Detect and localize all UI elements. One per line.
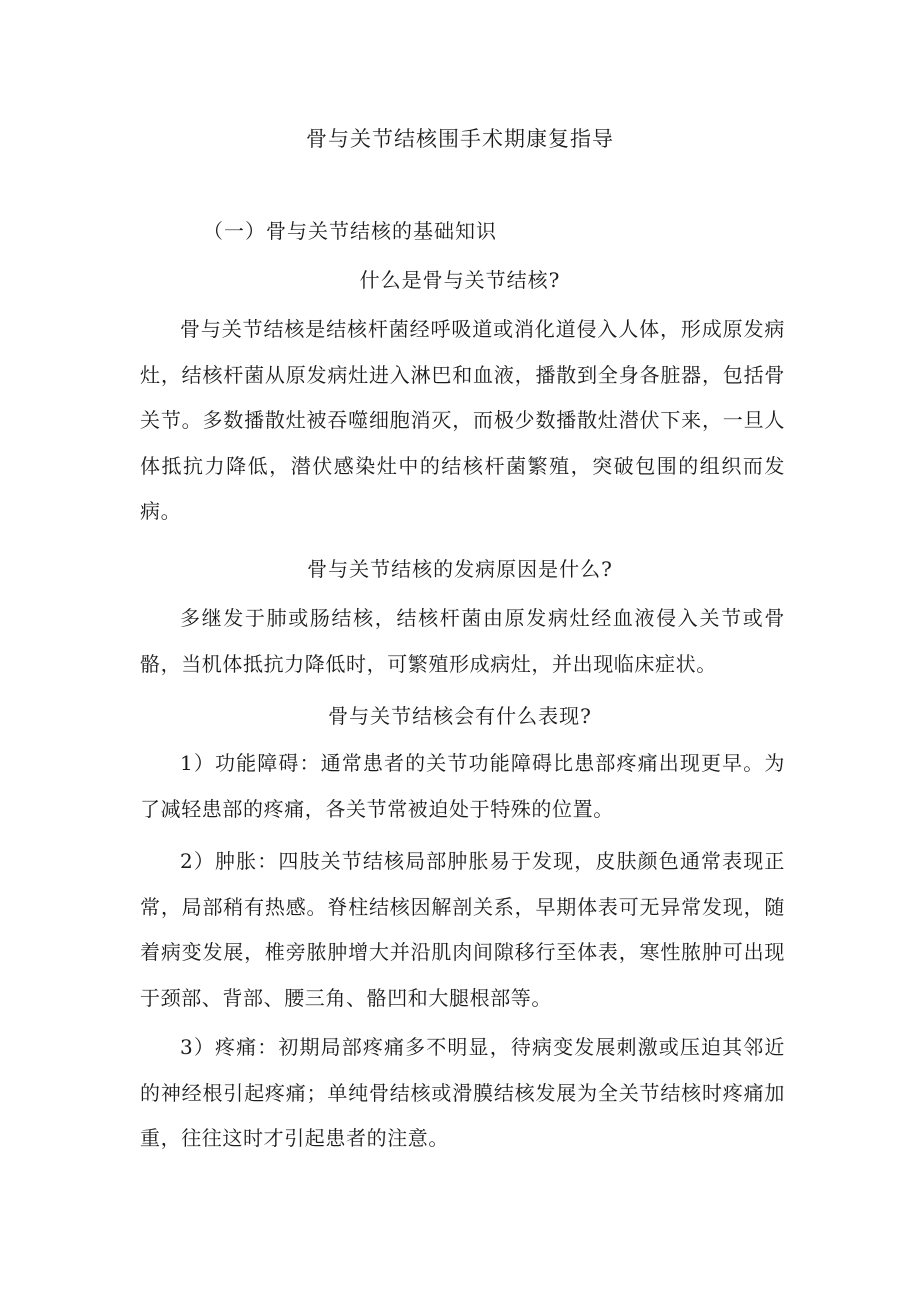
question-heading-what-is: 什么是骨与关节结核? bbox=[359, 268, 561, 292]
paragraph-symptom-pain: 3）疼痛：初期局部疼痛多不明显，待病变发展刺激或压迫其邻近的神经根引起疼痛；单纯骨结核或滑膜结核发展为全关节结核时疼痛加重，往往这时才引起患者的注意。 bbox=[140, 1035, 785, 1150]
paragraph-definition: 骨与关节结核是结核杆菌经呼吸道或消化道侵入人体，形成原发病灶，结核杆菌从原发病灶进入淋巴和血液，播散到全身各脏器，包括骨关节。多数播散灶被吞噬细胞消灭，而极少数播散灶潜伏下来，一旦人体抵抗力降低，潜伏感染灶中的结核杆菌繁殖，突破包围的组织而发病。 bbox=[140, 317, 785, 523]
paragraph-causes: 多继发于肺或肠结核，结核杆菌由原发病灶经血液侵入关节或骨骼，当机体抵抗力降低时，可繁殖形成病灶，并出现临床症状。 bbox=[140, 606, 785, 676]
paragraph-symptom-dysfunction: 1）功能障碍：通常患者的关节功能障碍比患部疼痛出现更早。为了减轻患部的疼痛，各关节常被迫处于特殊的位置。 bbox=[140, 751, 785, 821]
section-heading: （一）骨与关节结核的基础知识 bbox=[203, 219, 497, 243]
paragraph-symptom-swelling: 2）肿胀：四肢关节结核局部肿胀易于发现，皮肤颜色通常表现正常，局部稍有热感。脊柱结核因解剖关系，早期体表可无异常发现，随着病变发展，椎旁脓肿增大并沿肌肉间隙移行至体表，寒性脓肿可出现于颈部、背部、腰三角、骼凹和大腿根部等。 bbox=[140, 849, 785, 1010]
question-heading-causes: 骨与关节结核的发病原因是什么? bbox=[307, 557, 613, 581]
document-title: 骨与关节结核围手术期康复指导 bbox=[306, 127, 614, 151]
question-heading-symptoms: 骨与关节结核会有什么表现? bbox=[328, 704, 592, 728]
